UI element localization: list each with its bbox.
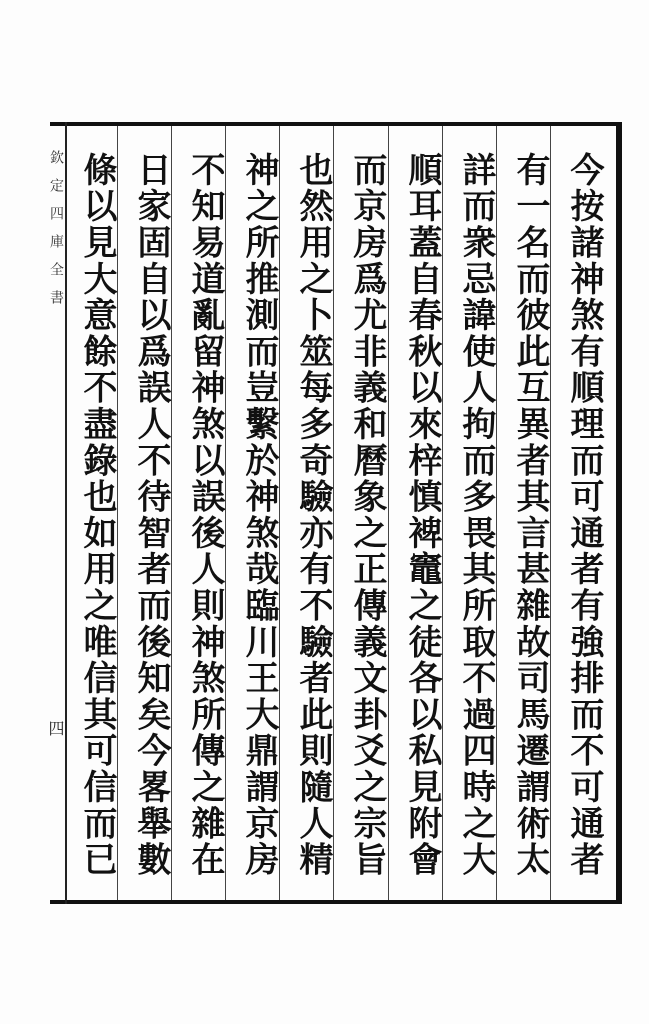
text-column-5: 而京房爲尤非義和曆象之正傳義文卦爻之宗旨 (347, 152, 387, 878)
text-column-8: 不知易道亂留神煞以誤後人則神煞所傳之雜在 (185, 152, 225, 878)
text-column-7: 神之所推測而豈繫於神煞哉臨川王大鼎謂京房 (239, 152, 279, 878)
text-column-4: 順耳蓋自春秋以來梓慎裨竈之徒各以私見附會 (402, 152, 442, 878)
text-column-9: 日家固自以爲誤人不待智者而後知矣今畧舉數 (131, 152, 171, 878)
text-column-6: 也然用之卜筮每多奇驗亦有不驗者此則隨人精 (293, 152, 333, 878)
page-number: 四 (46, 720, 65, 736)
text-column-10: 條以見大意餘不盡錄也如用之唯信其可信而已 (77, 152, 117, 878)
text-column-3: 詳而衆忌諱使人拘而多畏其所取不過四時之大 (456, 152, 496, 878)
margin-title: 欽定四庫全書 (48, 150, 64, 318)
text-column-2: 有一名而彼此互異者其言甚雜故司馬遷謂術太 (510, 152, 550, 878)
text-column-1: 今按諸神煞有順理而可通者有強排而不可通者 (564, 152, 604, 878)
